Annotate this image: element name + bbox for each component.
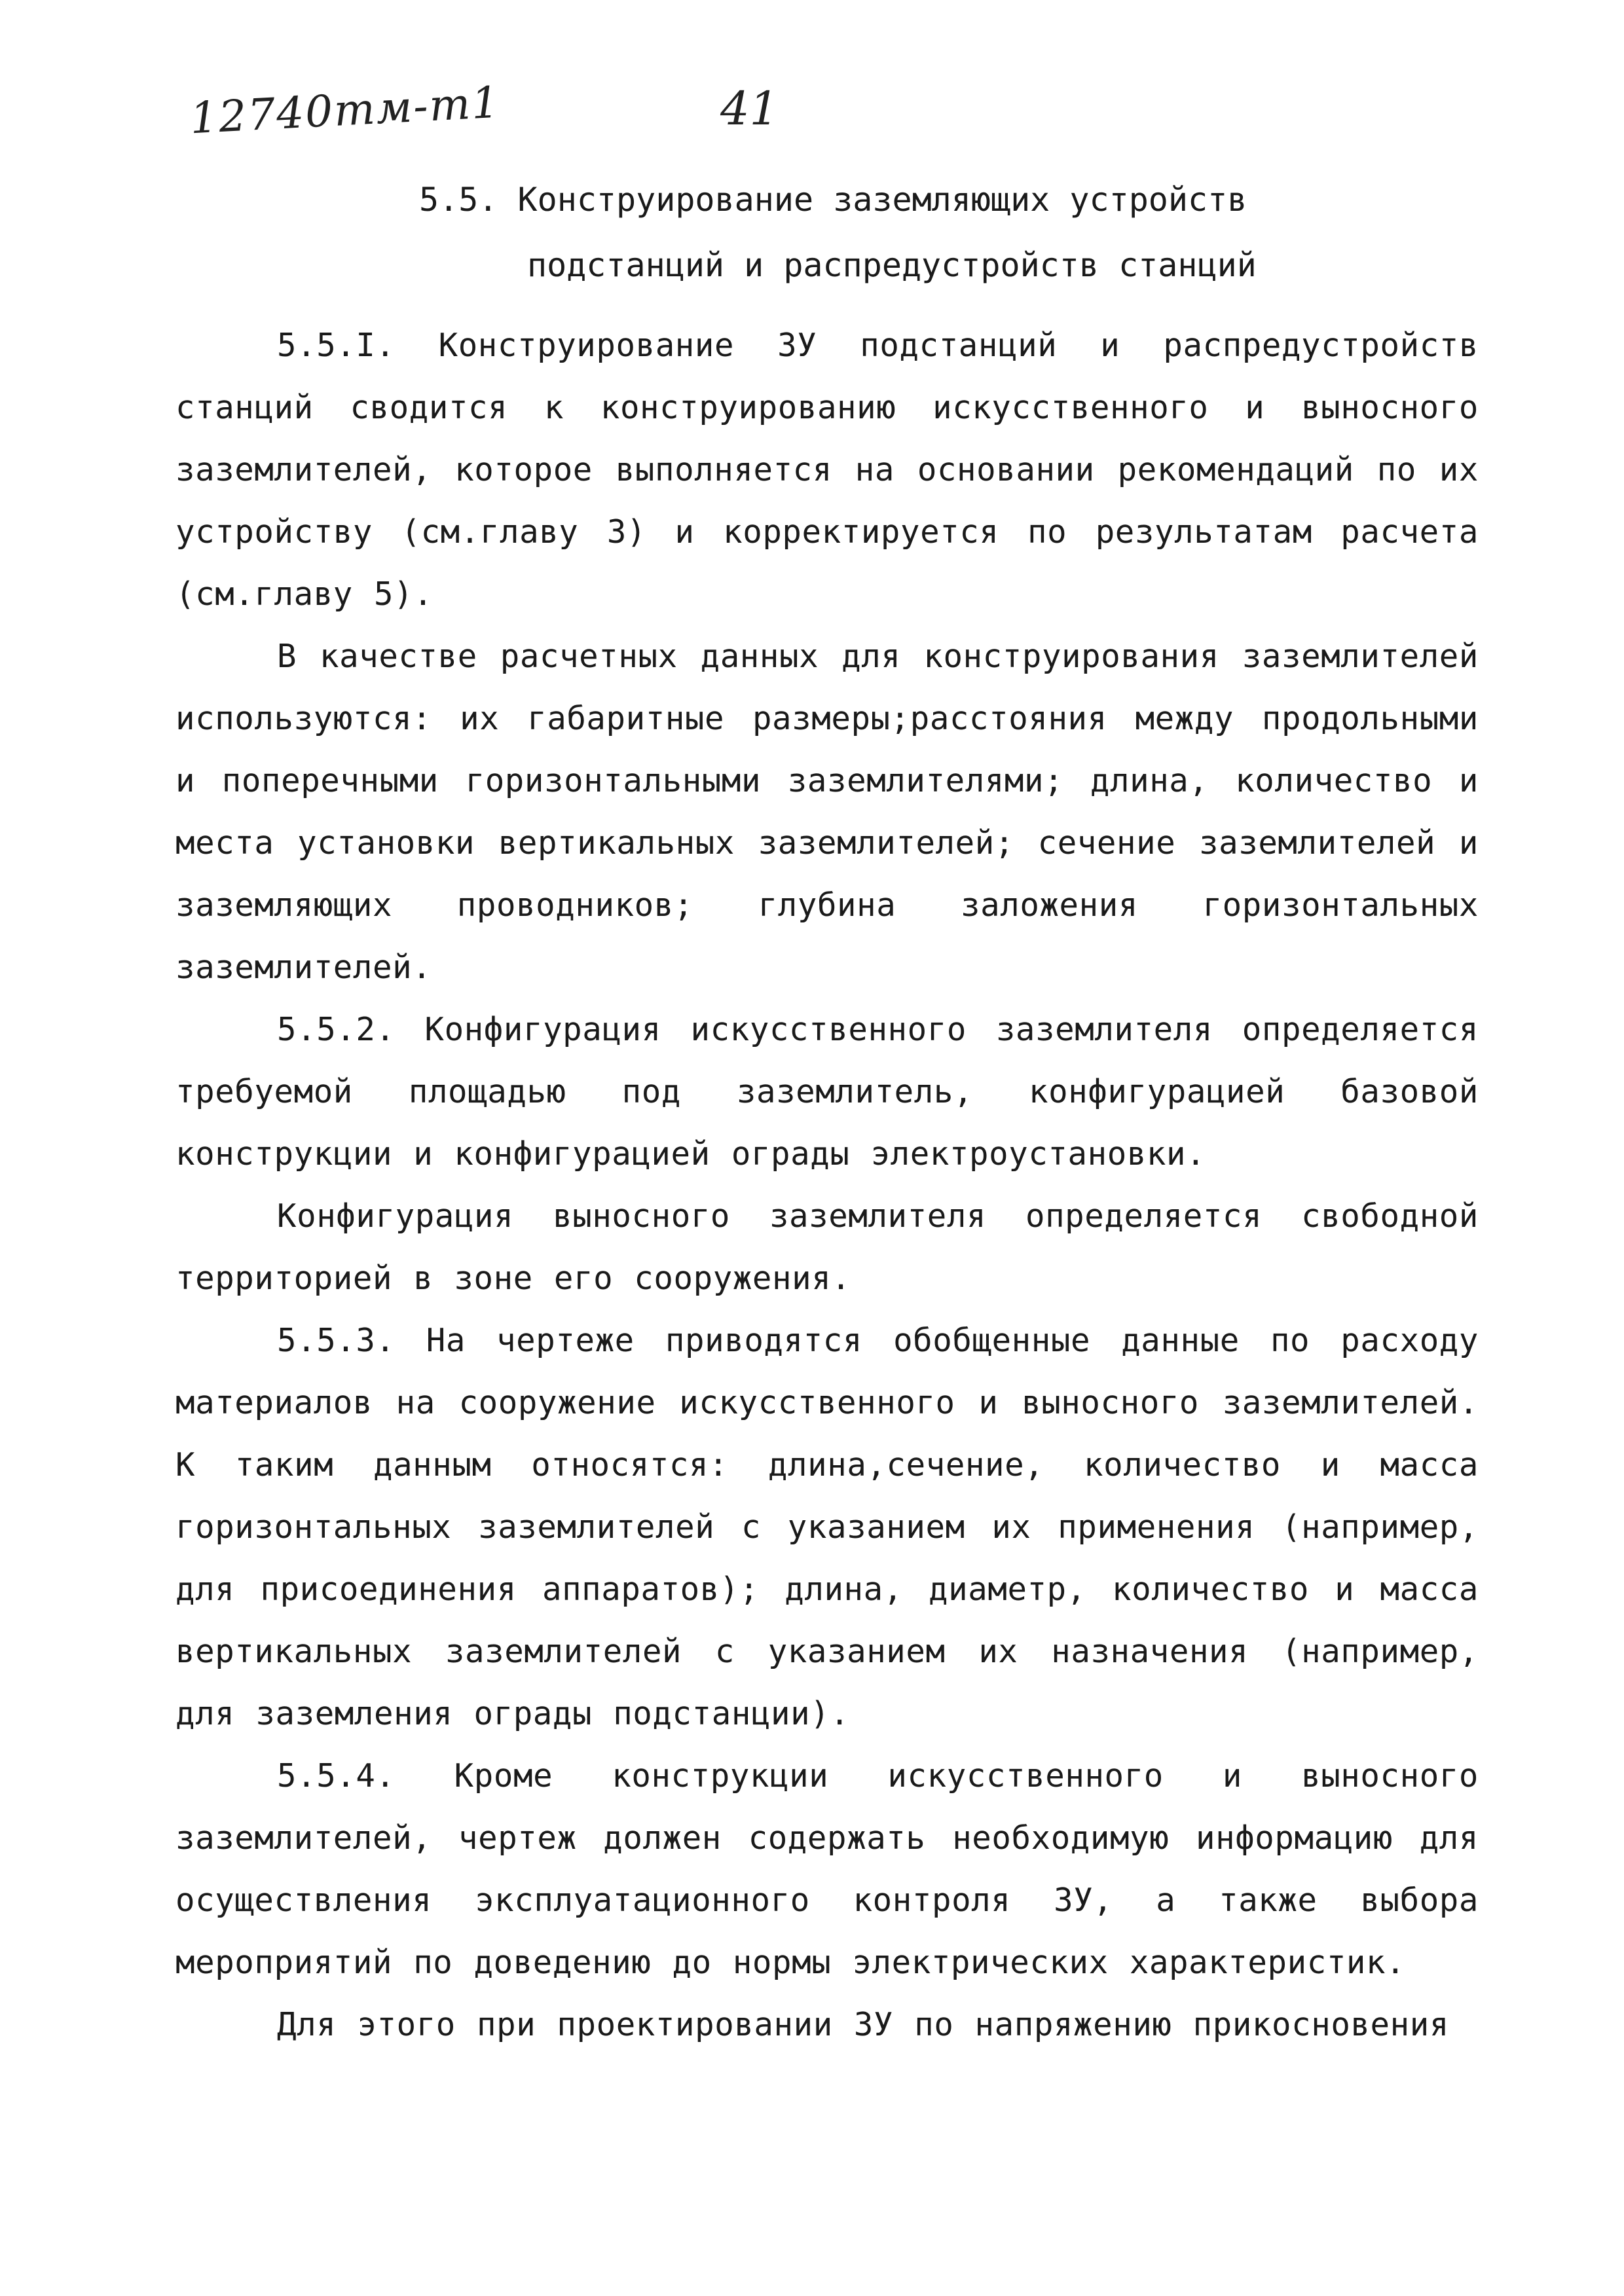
paragraph-5-5-2: 5.5.2. Конфигурация искусственного заземлителя определяется требуемой площадью под заземлитель, конфигурацией базовой конструкции и конфигурацией ограды электроустановки. bbox=[175, 1011, 1479, 1173]
paragraph-5-5-4: 5.5.4. Кроме конструкции искусственного и выносного заземлителей, чертеж должен содержать необходимую информацию для осуществления эксплуатационного контроля ЗУ, а также выбора мероприятий по доведению до нормы электрических характеристик. bbox=[175, 1757, 1479, 1981]
paragraph-5-5-3: 5.5.3. На чертеже приводятся обобщенные данные по расходу материалов на сооружение искусственного и выносного заземлителей. К таким данным относятся: длина,сечение, количество и масса горизонтальных заземлителей с указанием их применения (например, для присоединения аппаратов); длина, диаметр, количество и масса вертикальных заземлителей с указанием их назначения (например, для заземления ограды подстанции). bbox=[175, 1322, 1479, 1732]
section-title-line-1: 5.5. Конструирование заземляющих устройств bbox=[419, 181, 1247, 219]
section-title bbox=[419, 167, 1532, 298]
body-text bbox=[175, 314, 1479, 2056]
paragraph-5-5-1: 5.5.I. Конструирование ЗУ подстанций и распредустройств станций сводится к конструированию искусственного и выносного заземлителей, которое выполняется на основании рекомендаций по их устройству (см.главу 3) и корректируется по результатам расчета (см.главу 5). bbox=[175, 327, 1479, 613]
page-number: 41 bbox=[720, 82, 779, 136]
section-title-line-2: подстанций и распредустройств станций bbox=[527, 246, 1257, 284]
paragraph-calculation-data: В качестве расчетных данных для конструирования заземлителей используются: их габаритные размеры;расстояния между продольными и поперечными горизонтальными заземлителями; длина, количество и места установки вертикальных заземлителей; сечение заземлителей и заземляющих проводников; глубина заложения горизонтальных заземлителей. bbox=[175, 638, 1479, 986]
document-code: 12740тм-т1 bbox=[189, 77, 502, 144]
paragraph-remote-earthing-config: Конфигурация выносного заземлителя определяется свободной территорией в зоне его сооружения. bbox=[175, 1197, 1479, 1297]
paragraph-touch-voltage: Для этого при проектировании ЗУ по напряжению прикосновения bbox=[277, 2006, 1449, 2043]
